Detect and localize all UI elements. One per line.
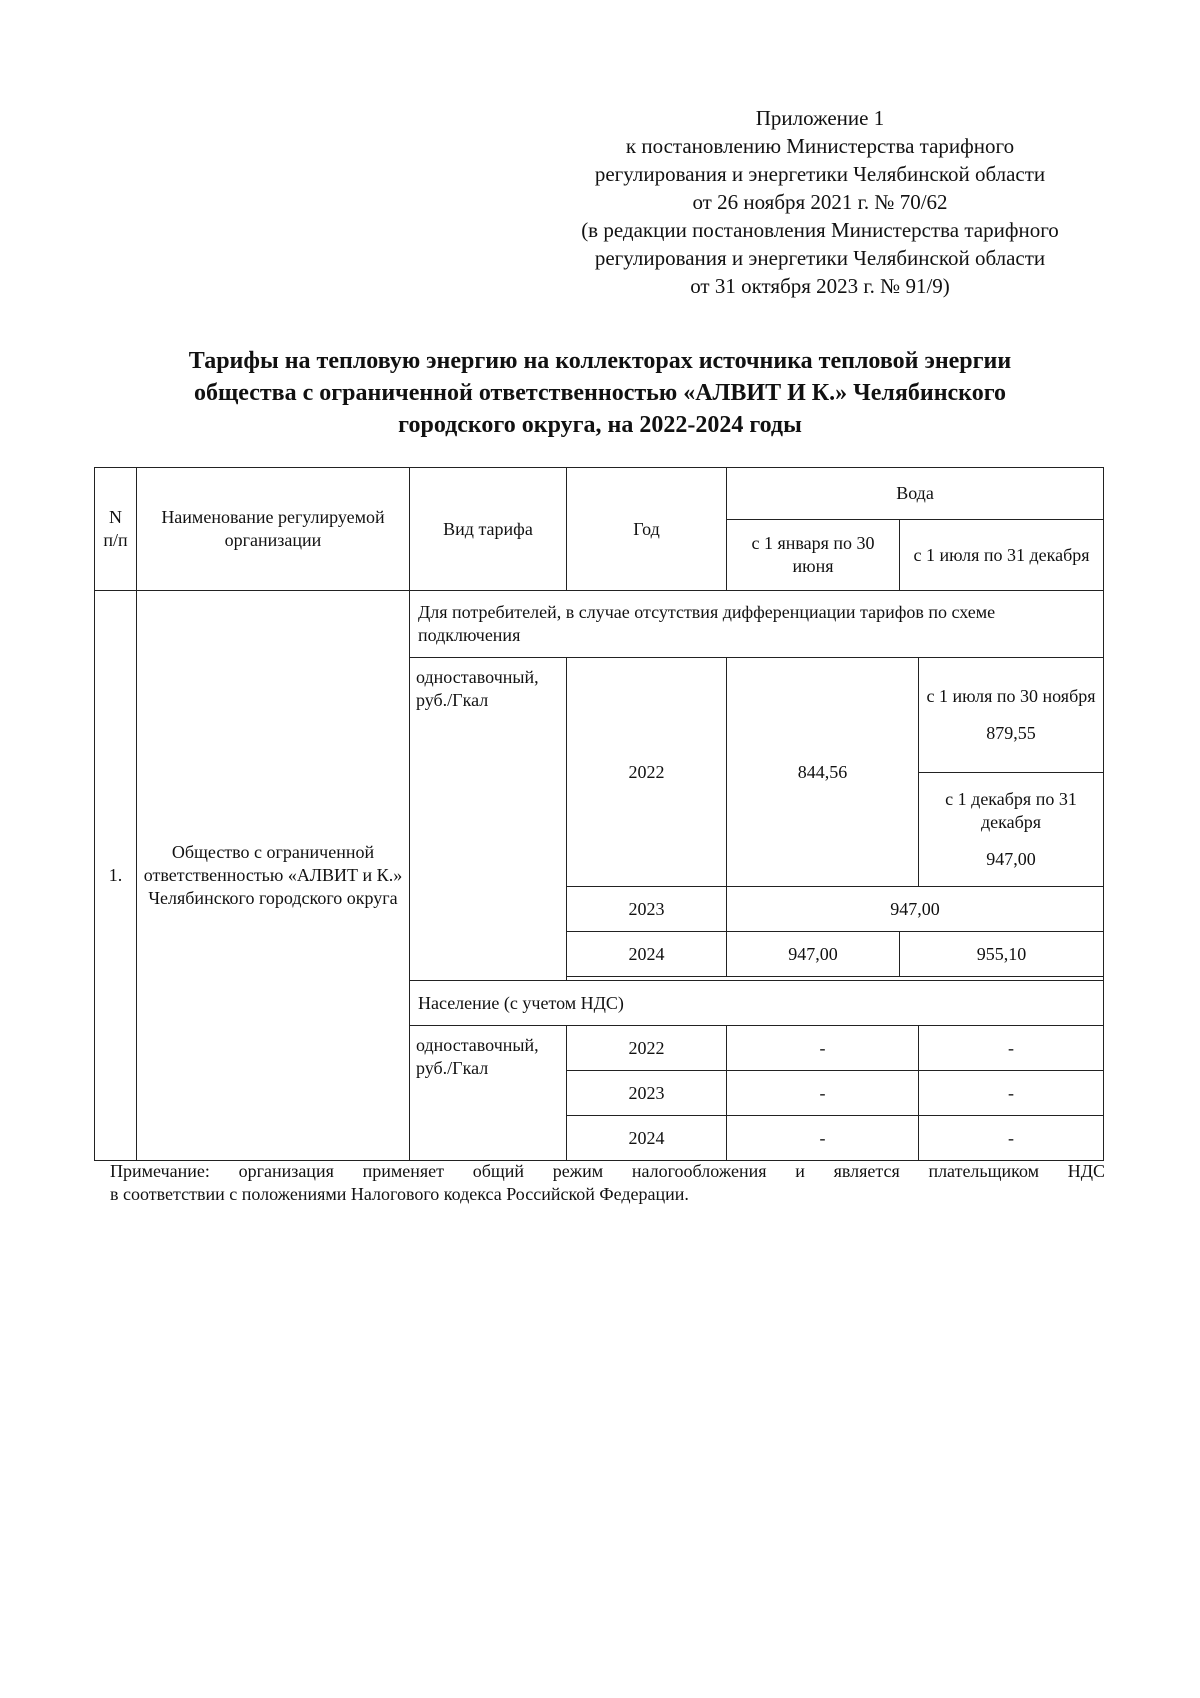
appendix-line: от 26 ноября 2021 г. № 70/62 [692,190,948,214]
year-cell: 2022 [567,658,727,887]
value-cell: 947,00 [727,932,900,977]
header-water: Вода [727,468,1104,520]
document-title [110,345,1090,441]
sub-period-cell [919,773,1104,887]
tariff-table [94,467,1104,1161]
tariff-type-cell: одноставочный, руб./Гкал [410,1026,567,1161]
appendix-line: (в редакции постановления Министерства тарифного [581,218,1059,242]
title-line: городского округа, на 2022-2024 годы [398,412,802,438]
appendix-line: регулирования и энергетики Челябинской области [594,162,1046,186]
title-line: общества с ограниченной ответственностью «АЛВИТ И К.» Челябинского [194,380,1006,406]
header-num: N п/п [95,468,137,591]
year-cell: 2024 [567,932,727,977]
header-period1: с 1 января по 30 июня [727,520,900,591]
organization-name: Общество с ограниченной ответственностью «АЛВИТ и К.» Челябинского городского округа [137,591,410,1161]
header-tariff-type: Вид тарифа [410,468,567,591]
appendix-line: от 31 октября 2023 г. № 91/9) [690,274,950,298]
sub-period-value: 947,00 [986,849,1036,869]
header-year: Год [567,468,727,591]
year-cell: 2022 [567,1026,727,1071]
appendix-line: Приложение 1 [755,106,885,130]
year-cell: 2024 [567,1116,727,1161]
sub-period-value: 879,55 [986,723,1036,743]
footnote-line: Примечание: организация применяет общий режим налогообложения и является плательщиком НДС [110,1161,1105,1181]
value-cell: 947,00 [727,887,1104,932]
header-period2: с 1 июля по 31 декабря [900,520,1104,591]
appendix-line: регулирования и энергетики Челябинской области [594,246,1046,270]
title-line: Тарифы на тепловую энергию на коллекторах источника тепловой энергии [188,348,1012,374]
sub-period-label: с 1 декабря по 31 декабря [945,789,1077,832]
value-cell: - [727,1116,919,1161]
sub-period-label: с 1 июля по 30 ноября [926,686,1096,706]
appendix-header [540,104,1100,300]
value-cell: - [919,1026,1104,1071]
tariff-type-cell: одноставочный, руб./Гкал [410,658,567,981]
value-cell: 844,56 [727,658,919,887]
sub-period-cell [919,658,1104,773]
value-cell: - [919,1071,1104,1116]
value-cell: - [727,1026,919,1071]
footnote [110,1160,1105,1206]
year-cell: 2023 [567,887,727,932]
section-population: Население (с учетом НДС) [410,981,1104,1026]
header-org: Наименование регулируемой организации [137,468,410,591]
value-cell: - [727,1071,919,1116]
row-number: 1. [95,591,137,1161]
section-consumers: Для потребителей, в случае отсутствия дифференциации тарифов по схеме подключения [410,591,1104,658]
footnote-line: в соответствии с положениями Налогового кодекса Российской Федерации. [110,1184,689,1204]
appendix-line: к постановлению Министерства тарифного [625,134,1015,158]
value-cell: 955,10 [900,932,1104,977]
year-cell: 2023 [567,1071,727,1116]
value-cell: - [919,1116,1104,1161]
